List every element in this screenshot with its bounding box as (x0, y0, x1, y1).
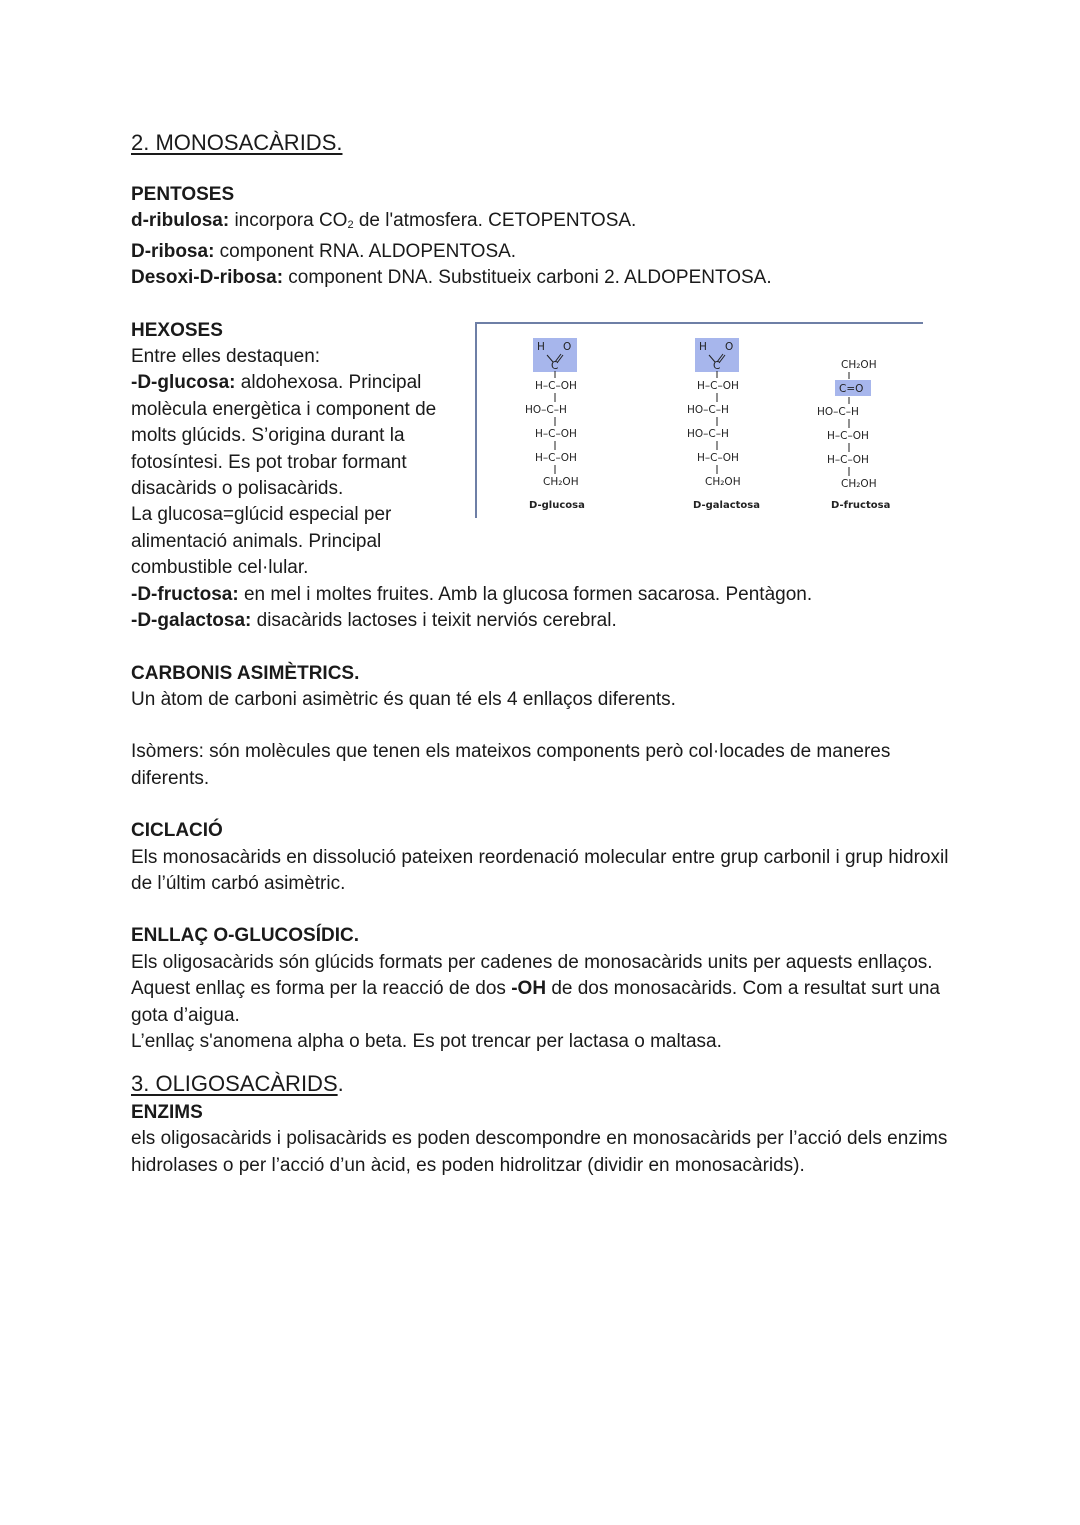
pentose-ribulosa: d-ribulosa: incorpora $CO_2$ de l'atmosfera. CETOPENTOSA. (131, 210, 637, 232)
section-title-oligosacarids: 3. OLIGOSACÀRIDS (131, 1071, 338, 1097)
galactosa-top-h: H (699, 340, 707, 353)
glucosa-top-o: O (563, 340, 572, 353)
pentose-ribosa: D-ribosa: component RNA. ALDOPENTOSA. (131, 240, 517, 262)
heading-carbonis: CARBONIS ASIMÈTRICS. (131, 662, 360, 684)
section-title-monosacarids: 2. MONOSACÀRIDS. (131, 130, 343, 155)
fructosa-row-6: CH₂OH (841, 477, 877, 490)
glucosa-row-4: H–C–OH (535, 427, 577, 440)
section-title-oligosacarids-dot: . (337, 1071, 344, 1097)
galactosa-row-2: H–C–OH (697, 379, 739, 392)
fructosa-row-4: H–C–OH (827, 429, 869, 442)
heading-pentoses: PENTOSES (131, 184, 235, 205)
hexoses-structures-svg (475, 322, 923, 518)
structure-d-galactosa (687, 338, 760, 511)
heading-hexoses: HEXOSES (131, 319, 223, 341)
heading-enllac: ENLLAÇ O-GLUCOSÍDIC. (131, 925, 359, 947)
heading-enzims: ENZIMS (131, 1101, 203, 1123)
galactosa-row-4: HO–C–H (687, 427, 729, 440)
hexose-glucosa-extra: La glucosa=glúcid especial per alimentació animals. Principal combustible cel·lular. (131, 504, 392, 579)
enllac-text-1: Els oligosacàrids són glúcids formats per cadenes de monosacàrids units per aquests enllaços. (131, 951, 933, 973)
fructosa-row-2: C=O (839, 382, 864, 395)
hexose-glucosa: -D-glucosa: aldohexosa. Principal molècula energètica i component de molts glúcids. S’origina durant la fotosíntesi. Es pot trobar formant disacàrids o polisacàrids. (131, 372, 437, 500)
galactosa-row-3: HO–C–H (687, 403, 729, 416)
enzims-text: els oligosacàrids i polisacàrids es poden descompondre en monosacàrids per l’acció dels enzims hidrolases o per l’acció d’un àcid, es poden hidrolitzar (dividir en monosacàrids). (131, 1128, 948, 1176)
enllac-text-3: L’enllaç s'anomena alpha o beta. Es pot trencar per lactasa o maltasa. (131, 1030, 722, 1052)
glucosa-c1: C (551, 359, 559, 372)
fructosa-row-5: H–C–OH (827, 453, 869, 466)
hexoses-intro: Entre elles destaquen: (131, 346, 321, 368)
fructosa-row-3: HO–C–H (817, 405, 859, 418)
pentose-desoxiribosa: Desoxi-D-ribosa: component DNA. Substitueix carboni 2. ALDOPENTOSA. (131, 267, 772, 289)
hexoses-figure (475, 322, 923, 518)
glucosa-row-2: H–C–OH (535, 379, 577, 392)
hexoses-block (131, 318, 961, 582)
glucosa-row-3: HO–C–H (525, 403, 567, 416)
galactosa-top-o: O (725, 340, 734, 353)
ciclacio-text: Els monosacàrids en dissolució pateixen reordenació molecular entre grup carbonil i grup hidroxil de l’últim carbó asimètric. (131, 846, 949, 894)
galactosa-row-6: CH₂OH (705, 475, 741, 488)
hexose-galactosa: -D-galactosa: disacàrids lactoses i teixit nerviós cerebral. (131, 610, 617, 632)
glucosa-top-h: H (537, 340, 545, 353)
document-page (131, 128, 961, 1179)
structure-d-fructosa (817, 359, 890, 511)
glucosa-row-5: H–C–OH (535, 451, 577, 464)
label-d-fructosa: D-fructosa (831, 499, 891, 511)
galactosa-row-5: H–C–OH (697, 451, 739, 464)
enllac-text-2: Aquest enllaç es forma per la reacció de dos -OH de dos monosacàrids. Com a resultat surt una gota d’aigua. (131, 978, 940, 1026)
carbonis-text: Un àtom de carboni asimètric és quan té els 4 enllaços diferents. (131, 688, 676, 710)
fructosa-row-1: CH₂OH (841, 358, 877, 371)
galactosa-c1: C (713, 359, 721, 372)
heading-ciclacio: CICLACIÓ (131, 820, 223, 842)
glucosa-row-6: CH₂OH (543, 475, 579, 488)
label-d-glucosa: D-glucosa (529, 499, 585, 511)
label-d-galactosa: D-galactosa (693, 499, 760, 511)
hexose-fructosa: -D-fructosa: en mel i moltes fruites. Amb la glucosa formen sacarosa. Pentàgon. (131, 583, 813, 605)
isomers-text: Isòmers: són molècules que tenen els mateixos components però col·locades de maneres diferents. (131, 741, 891, 789)
structure-d-glucosa (525, 338, 585, 511)
